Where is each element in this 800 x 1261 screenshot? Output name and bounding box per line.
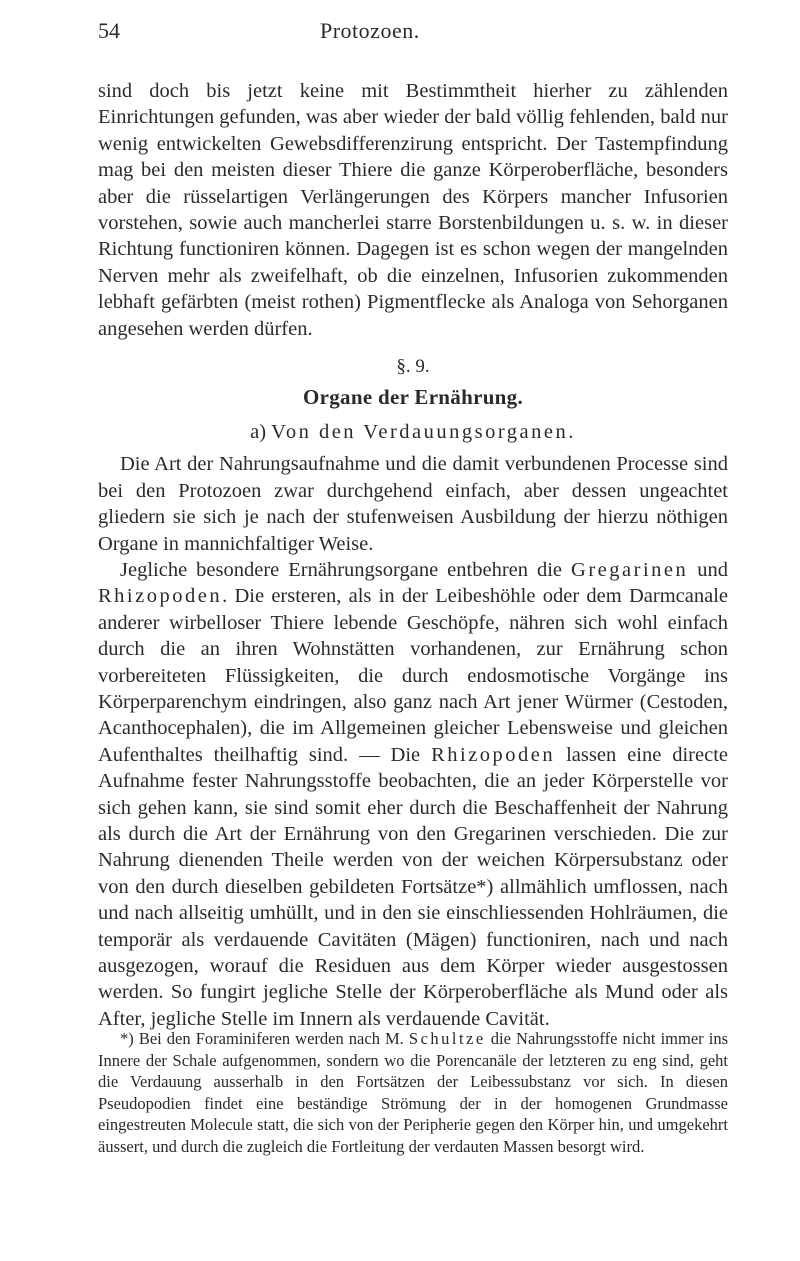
paragraph-3: [98, 557, 728, 1032]
section-number: §. 9.: [396, 356, 430, 378]
subsection-heading: [98, 419, 728, 445]
page-number: 54: [98, 18, 120, 43]
paragraph-2: Die Art der Nahrungsaufnahme und die damit verbundenen Processe sind bei den Protozoen zwar durchgehend einfach, aber dessen ungeachtet gliedern sie sich je nach der stufenweisen Ausbildung der hierzu nöthigen Organe in mannichfaltiger Weise.: [98, 453, 728, 555]
paragraph-1: sind doch bis jetzt keine mit Bestimmtheit hierher zu zählenden Einrichtungen gefunden, was aber wieder der bald völlig fehlenden, bald nur wenig entwickelten Gewebsdifferenzirung entspricht. Der Tastempfindung mag bei den meisten dieser Thiere die ganze Körperoberfläche, besonders aber die rüsselartigen Verlängerungen des Körpers mancher Infusorien vorstehen, sowie auch mancherlei starre Borstenbildungen u. s. w. in dieser Richtung functioniren können. Dagegen ist es schon wegen der mangelnden Nerven mehr als zweifelhaft, ob die einzelnen, Infusorien zukommenden lebhaft gefärbten (meist rothen) Pigmentflecke als Analoga von Sehorganen angesehen werden dürfen.: [98, 80, 728, 340]
footnote-text-a: *) Bei den Foraminiferen werden nach M.: [120, 1029, 409, 1048]
paragraph-3-text-c: . Die ersteren, als in der Leibeshöhle oder dem Darmcanale anderer wirbelloser Thiere lebende Geschöpfe, nähren sich wohl einfach durch die an ihren Wohnstätten vorhandenen, zur Ernährung schon vorbereiteten Flüssigkeiten, die durch endosmotische Vorgänge ins Körperparenchym eindringen, also ganz nach Art jener Würmer (Cestoden, Acanthocephalen), die im Allgemeinen gleicher Lebensweise und gleichen Aufenthaltes theilhaftig sind. — Die: [98, 585, 728, 766]
page-header: [98, 18, 718, 48]
paragraph-3-text-b: und: [688, 558, 728, 581]
footnote-text: [98, 1028, 728, 1158]
section-title: Organe der Ernährung.: [302, 385, 523, 410]
subsection-title: Von den Verdauungsorganen.: [271, 420, 576, 443]
footnote-author: Schultze: [408, 1029, 486, 1048]
paragraph-3-text-a: Jegliche besondere Ernährungsorgane entbehren die: [120, 558, 572, 581]
term-rhizopoden-2: Rhizopoden: [431, 743, 556, 766]
term-gregarinen: Gregarinen: [571, 558, 689, 581]
footnote-text-b: die Nahrungsstoffe nicht immer ins Innere der Schale aufgenommen, sondern wo die Porencanäle der letzteren zu eng sind, geht die Verdauung ausserhalb in den Fortsätzen der Leibessubstanz vor sich. In diesen Pseudopodien findet eine beständige Strömung der in der homogenen Grundmasse eingestreuten Molecule statt, die sich von der Peripherie gegen den Körper hin, und umgekehrt äussert, und durch die zugleich die Fortleitung der verdauten Massen besorgt wird.: [98, 1029, 728, 1156]
term-rhizopoden: Rhizopoden: [98, 585, 223, 608]
paragraph-3-text-d: lassen eine directe Aufnahme fester Nahrungsstoffe beobachten, die an jeder Körperstelle vor sich gehen kann, sie sind somit eher durch die Beschaffenheit der Nahrung als durch die Art der Ernährung von den Gregarinen verschieden. Die zur Nahrung dienenden Theile werden von der weichen Körpersubstanz oder von den durch dieselben gebildeten Fortsätze*) allmählich umflossen, nach und nach allseitig umhüllt, und in den sie einschliessenden Hohlräumen, die temporär als verdauende Cavitäten (Mägen) functioniren, nach und nach ausgezogen, worauf die Residuen aus dem Körper wieder ausgestossen werden. So fungirt jegliche Stelle der Körperoberfläche als Mund oder als After, jegliche Stelle im Innern als verdauende Cavität.: [98, 743, 728, 1030]
footnote: [98, 1028, 728, 1158]
running-title: Protozoen.: [320, 18, 420, 43]
main-text: [98, 78, 728, 1032]
subsection-prefix: a): [250, 420, 267, 443]
